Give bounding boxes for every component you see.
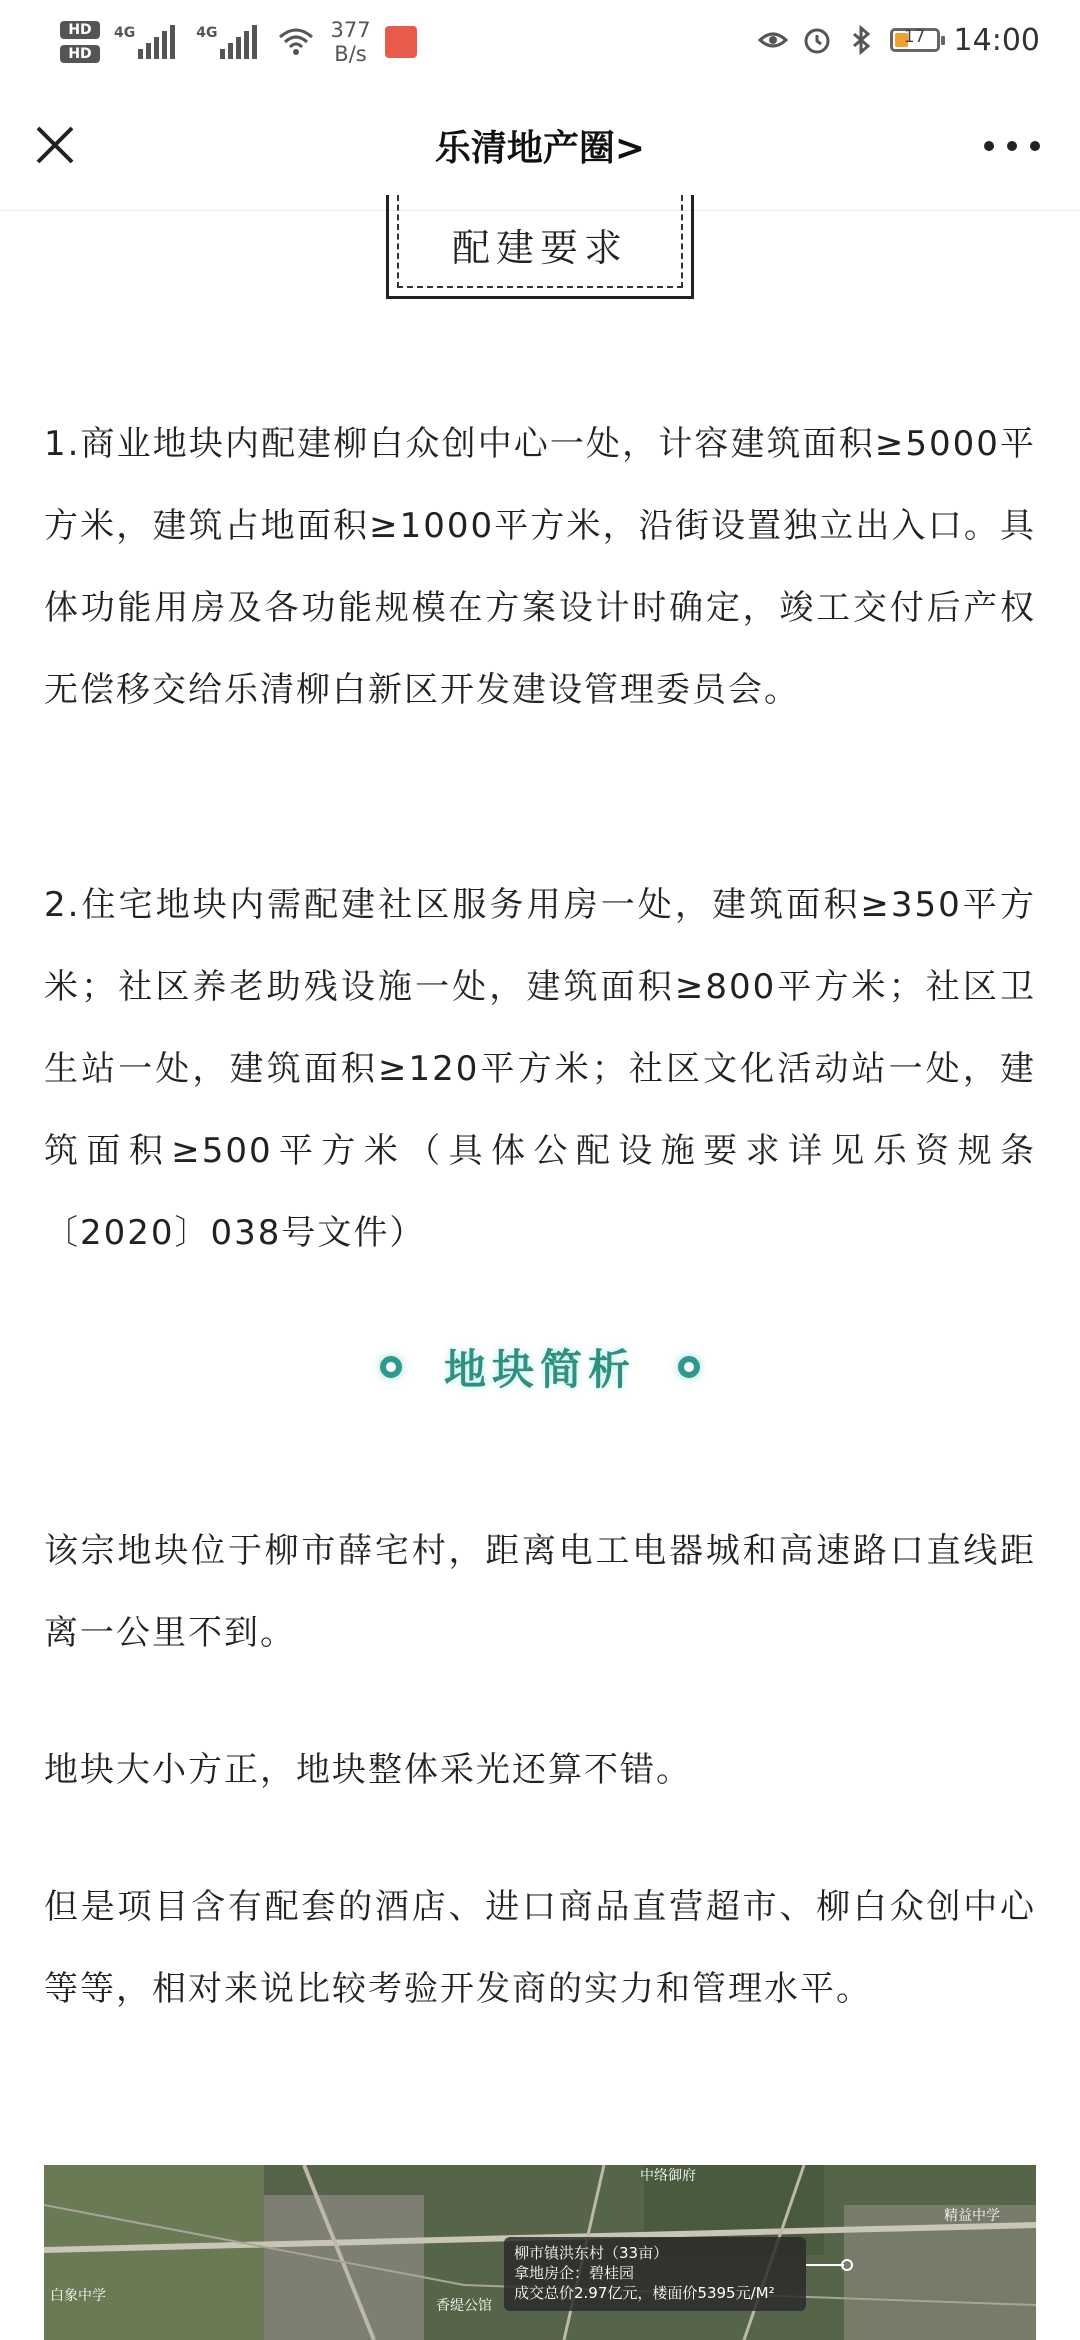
signal-icon-1 (114, 25, 178, 59)
bluetooth-icon (846, 25, 876, 55)
subheading (0, 1332, 1080, 1402)
circle-icon (678, 1356, 700, 1378)
status-right (758, 18, 1040, 62)
paragraph-facilities: 但是项目含有配套的酒店、进口商品直营超市、柳白众创中心等等，相对来说比较考验开发商的实力和管理水平。 (44, 1887, 1036, 2009)
map-label-left: 白象中学 (50, 2288, 106, 2304)
page-title[interactable] (0, 120, 1080, 171)
hd-badge-1: HD (60, 21, 100, 39)
alarm-icon (802, 25, 832, 55)
map-label-park: 香缇公馆 (436, 2298, 492, 2314)
section-title-box (386, 195, 694, 299)
nav-bar (0, 80, 1080, 211)
map-info-line-3: 成交总价2.97亿元，楼面价5395元/M² (514, 2284, 775, 2302)
battery-icon (890, 28, 940, 52)
clock: 14:00 (953, 22, 1040, 58)
more-dot-icon (984, 141, 994, 151)
signal-icon-2 (196, 25, 260, 59)
battery-level: 17 (903, 27, 926, 47)
section-title: 配建要求 (451, 226, 628, 270)
map-info-line-2: 拿地房企：碧桂园 (514, 2264, 635, 2282)
paragraph-residential: 2.住宅地块内需配建社区服务用房一处，建筑面积≥350平方米；社区养老助残设施一处，建筑面积≥800平方米；社区卫生站一处，建筑面积≥120平方米；社区文化活动站一处，建筑面积≥500平方米（具体公配设施要求详见乐资规条〔2020〕038号文件） (44, 885, 1036, 1253)
map-info-line-1: 柳市镇洪东村（33亩） (514, 2244, 669, 2262)
wifi-icon (278, 27, 314, 57)
speed-unit: B/s (334, 42, 367, 66)
satellite-map-image[interactable] (44, 2165, 1036, 2340)
more-dot-icon (1030, 141, 1040, 151)
chevron-right-icon: > (614, 128, 646, 169)
paragraph-shape: 地块大小方正，地块整体采光还算不错。 (44, 1750, 692, 1790)
network-speed (330, 18, 370, 66)
app-notification-icon (385, 26, 417, 58)
hd-indicators (60, 21, 100, 63)
more-dot-icon (1007, 141, 1017, 151)
map-label-right: 精益中学 (944, 2208, 1000, 2224)
status-bar (0, 0, 1080, 80)
network-type-2: 4G (196, 25, 218, 41)
paragraph-commercial: 1.商业地块内配建柳白众创中心一处，计容建筑面积≥5000平方米，建筑占地面积≥1000平方米，沿街设置独立出入口。具体功能用房及各功能规模在方案设计时确定，竣工交付后产权无偿移交给乐清柳白新区开发建设管理委员会。 (44, 424, 1036, 710)
paragraph-location: 该宗地块位于柳市薛宅村，距离电工电器城和高速路口直线距离一公里不到。 (44, 1531, 1036, 1653)
map-info-box (504, 2237, 806, 2311)
more-menu-button[interactable] (984, 136, 1040, 156)
map-label-top: 中络御府 (640, 2168, 696, 2184)
hd-badge-2: HD (60, 45, 100, 63)
subheading-text: 地块简析 (443, 1345, 636, 1394)
status-left (60, 12, 417, 72)
circle-icon (380, 1356, 402, 1378)
network-type-1: 4G (114, 25, 136, 41)
eye-icon (758, 25, 788, 55)
account-name[interactable]: 乐清地产圈 (434, 128, 615, 169)
speed-value: 377 (330, 18, 371, 42)
